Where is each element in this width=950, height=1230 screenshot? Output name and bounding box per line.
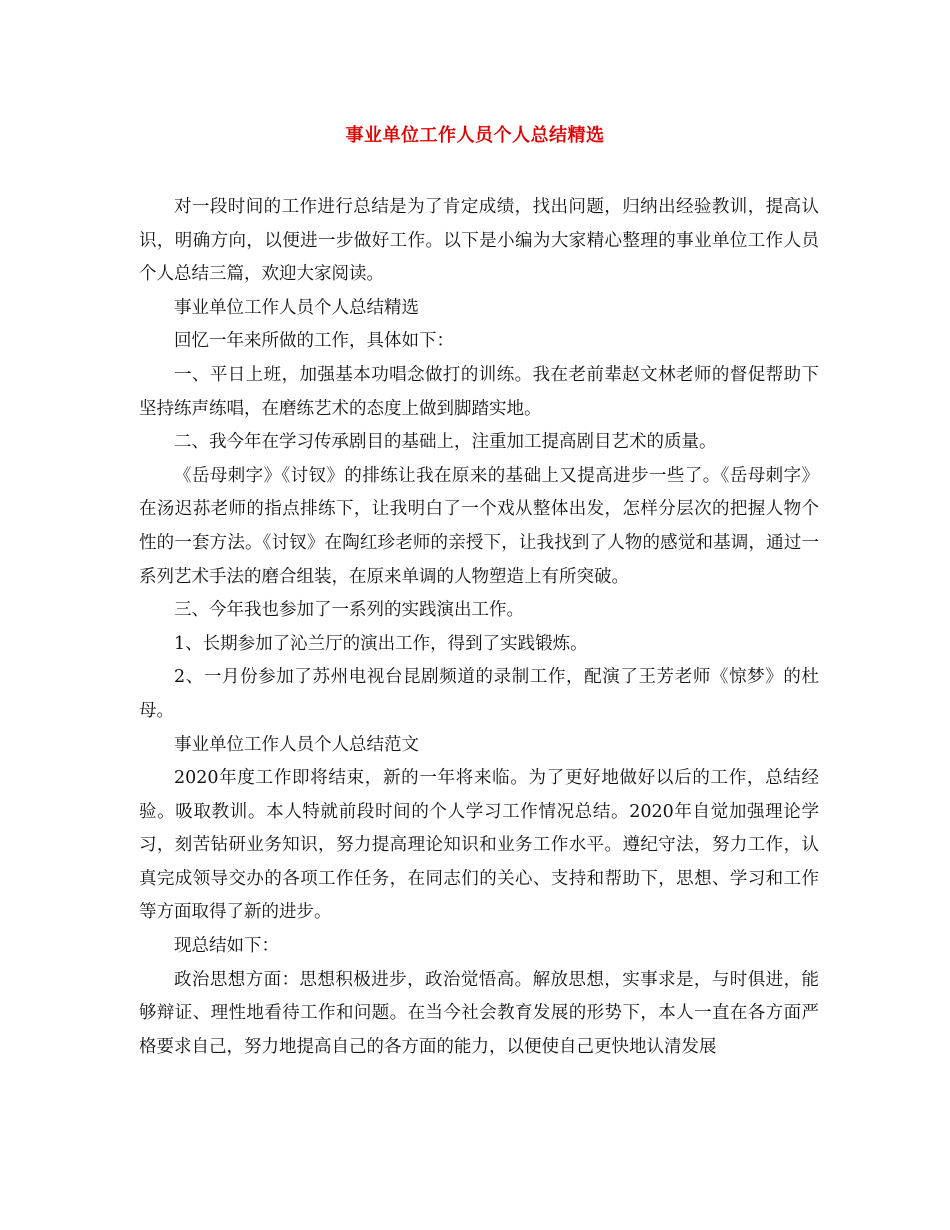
paragraph: 现总结如下： (174, 936, 279, 957)
paragraph: 2、一月份参加了苏州电视台昆剧频道的录制工作，配演了王芳老师《惊梦》的杜母。 (139, 667, 819, 721)
paragraph: 1、长期参加了沁兰厅的演出工作，得到了实践锻炼。 (174, 633, 588, 654)
document-title: 事业单位工作人员个人总结精选 (345, 125, 605, 146)
paragraph: 2020年度工作即将结束，新的一年将来临。为了更好地做好以后的工作，总结经验。吸取教训。本人特就前段时间的个人学习工作情况总结。2020年自觉加强理论学习，刻苦钻研业务知识，努力提高理论知识和业务工作水平。遵纪守法，努力工作，认真完成领导交办的各项工作任务，在同志们的关心、支持和帮助下，思想、学习和工作等方面取得了新的进步。 (139, 768, 819, 923)
paragraph: 政治思想方面：思想积极进步，政治觉悟高。解放思想，实事求是，与时俱进，能够辩证、理性地看待工作和问题。在当今社会教育发展的形势下，本人一直在各方面严格要求自己，努力地提高自己的各方面的能力，以便使自己更快地认清发展 (139, 969, 819, 1057)
paragraph: 《岳母刺字》《讨钗》的排练让我在原来的基础上又提高进步一些了。《岳母刺字》在汤迟荪老师的指点排练下，让我明白了一个戏从整体出发，怎样分层次的把握人物个性的一套方法。《讨钗》在陶红珍老师的亲授下，让我找到了人物的感觉和基调，通过一系列艺术手法的磨合组装，在原来单调的人物塑造上有所突破。 (139, 465, 819, 587)
paragraph-intro: 对一段时间的工作进行总结是为了肯定成绩，找出问题，归纳出经验教训，提高认识，明确方向，以便进一步做好工作。以下是小编为大家精心整理的事业单位工作人员个人总结三篇，欢迎大家阅读。 (139, 197, 819, 285)
section-heading-fanwen: 事业单位工作人员个人总结范文 (174, 734, 419, 755)
paragraph: 一、平日上班，加强基本功唱念做打的训练。我在老前辈赵文林老师的督促帮助下坚持练声练唱，在磨练艺术的态度上做到脚踏实地。 (139, 364, 819, 419)
section-heading-jingxuan: 事业单位工作人员个人总结精选 (174, 297, 419, 318)
paragraph: 回忆一年来所做的工作，具体如下： (174, 331, 454, 352)
paragraph: 三、今年我也参加了一系列的实践演出工作。 (174, 600, 524, 621)
document-body (139, 191, 819, 1064)
paragraph: 二、我今年在学习传承剧目的基础上，注重加工提高剧目艺术的质量。 (174, 432, 717, 453)
